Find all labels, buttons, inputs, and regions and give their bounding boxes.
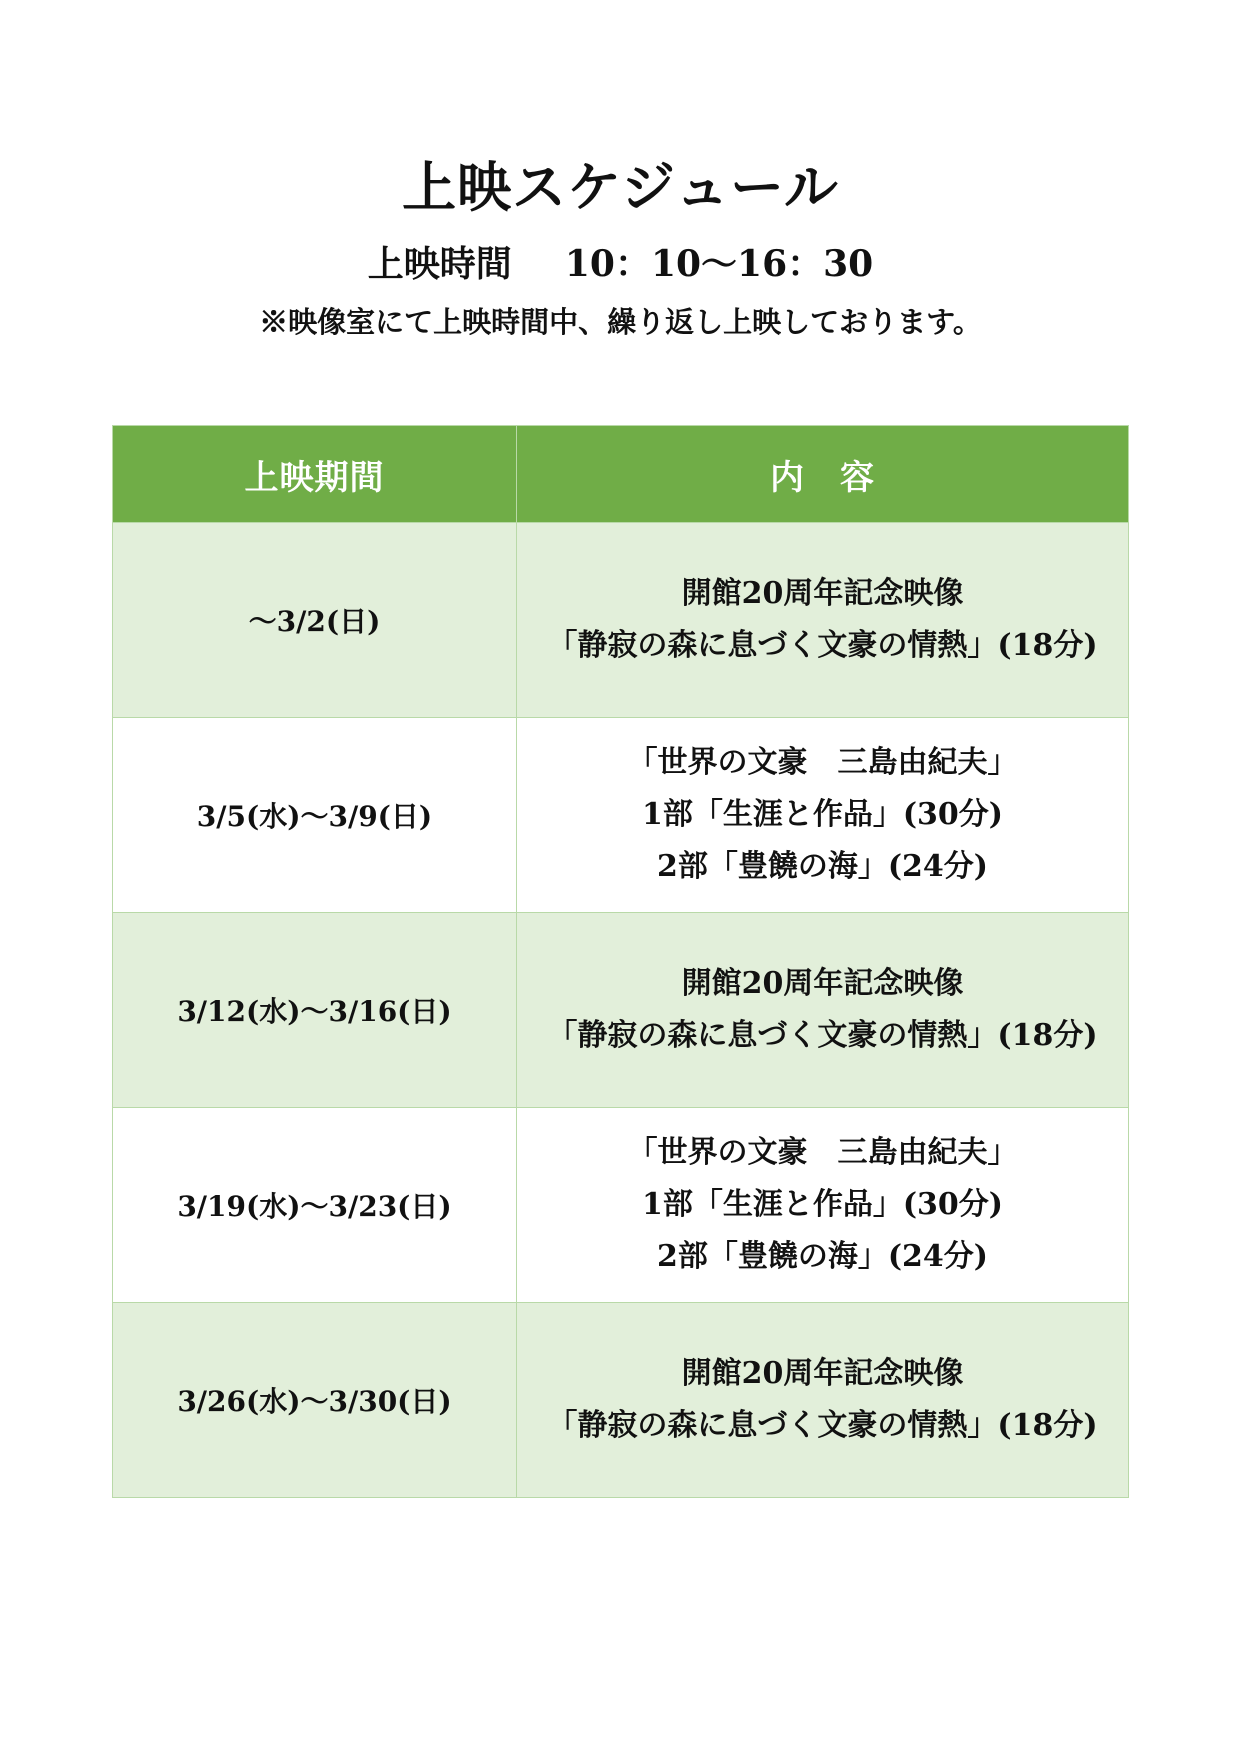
content-line: 「静寂の森に息づく文豪の情熱」(18分)	[547, 628, 1098, 663]
column-header-content: 内 容	[517, 426, 1129, 523]
content-line: 「静寂の森に息づく文豪の情熱」(18分)	[547, 1018, 1098, 1053]
schedule-table	[112, 425, 1129, 1498]
page-title: 上映スケジュール	[402, 155, 839, 219]
content-line: 1部「生涯と作品」(30分)	[641, 1187, 1003, 1222]
content-line: 1部「生涯と作品」(30分)	[641, 797, 1003, 832]
screening-hours	[0, 240, 1241, 288]
table-row	[113, 913, 1129, 1108]
period-cell: 3/19(水)～3/23(日)	[113, 1108, 517, 1303]
content-line: 「世界の文豪 三島由紀夫」	[627, 745, 1018, 780]
table-row	[113, 718, 1129, 913]
content-line: 開館20周年記念映像	[681, 576, 964, 611]
content-line: 「世界の文豪 三島由紀夫」	[627, 1135, 1018, 1170]
period-cell: 3/26(水)～3/30(日)	[113, 1303, 517, 1498]
content-cell	[517, 1303, 1129, 1498]
table-header-row	[113, 426, 1129, 523]
content-line: 開館20周年記念映像	[681, 966, 964, 1001]
content-line: 「静寂の森に息づく文豪の情熱」(18分)	[547, 1408, 1098, 1443]
content-line: 2部「豊饒の海」(24分)	[656, 849, 988, 884]
period-cell: ～3/2(日)	[113, 523, 517, 718]
screening-hours-label: 上映時間	[367, 243, 512, 285]
screening-note: ※映像室にて上映時間中、繰り返し上映しております。	[259, 305, 982, 339]
content-cell	[517, 1108, 1129, 1303]
table-row	[113, 1303, 1129, 1498]
screening-hours-value: 10：10～16：30	[564, 243, 874, 285]
table-row	[113, 523, 1129, 718]
content-cell	[517, 523, 1129, 718]
table-row	[113, 1108, 1129, 1303]
content-cell	[517, 913, 1129, 1108]
content-cell	[517, 718, 1129, 913]
content-line: 2部「豊饒の海」(24分)	[656, 1239, 988, 1274]
content-line: 開館20周年記念映像	[681, 1356, 964, 1391]
column-header-period: 上映期間	[113, 426, 517, 523]
period-cell: 3/5(水)～3/9(日)	[113, 718, 517, 913]
period-cell: 3/12(水)～3/16(日)	[113, 913, 517, 1108]
